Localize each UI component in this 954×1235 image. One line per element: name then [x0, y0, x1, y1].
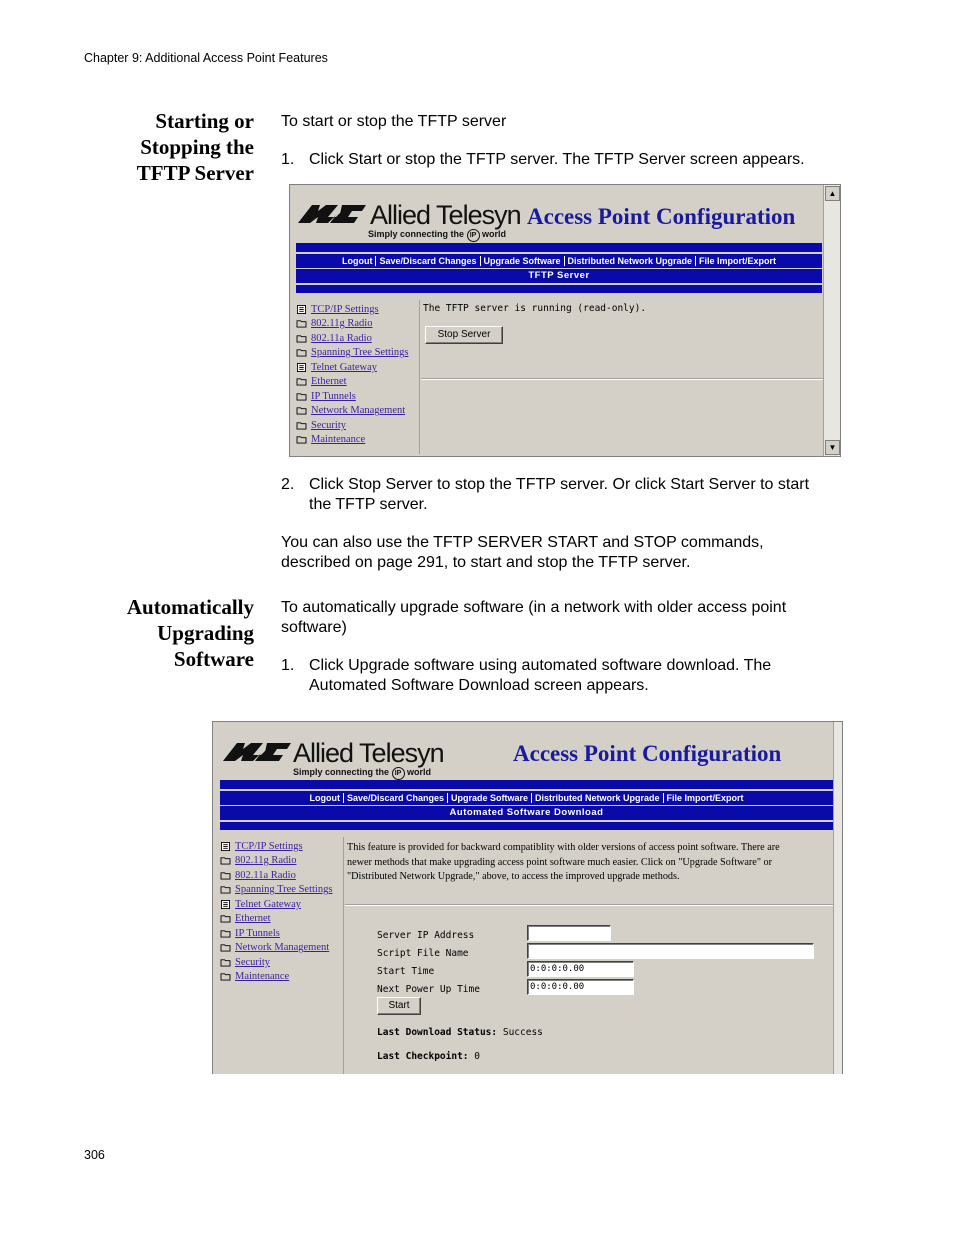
stop-server-button[interactable]: Stop Server: [425, 326, 503, 344]
nav-distributed-upgrade[interactable]: Distributed Network Upgrade: [567, 256, 693, 266]
automated-download-screenshot: [212, 721, 843, 1074]
allied-telesyn-logo: [298, 201, 521, 242]
scrollbar[interactable]: [823, 185, 840, 456]
sidebar-item-maintenance[interactable]: Maintenance: [296, 433, 408, 448]
sidebar-item-80211a[interactable]: 802.11a Radio: [296, 331, 408, 346]
sidebar-item-network-mgmt[interactable]: Network Management: [296, 404, 408, 419]
app-title: Access Point Configuration: [527, 204, 796, 229]
sidebar-menu: [220, 839, 332, 984]
page-icon: [296, 363, 307, 372]
start-button[interactable]: Start: [377, 997, 421, 1015]
power-up-time-label: Next Power Up Time: [377, 984, 480, 995]
sidebar-item-telnet[interactable]: Telnet Gateway: [220, 897, 332, 912]
nav-save-discard[interactable]: Save/Discard Changes: [346, 793, 444, 803]
nav-logout[interactable]: Logout: [309, 793, 340, 803]
last-download-status: Last Download Status: Success: [377, 1027, 543, 1038]
sidebar-item-80211a[interactable]: 802.11a Radio: [220, 868, 332, 883]
folder-icon: [220, 914, 231, 923]
sidebar-item-telnet[interactable]: Telnet Gateway: [296, 360, 408, 375]
ip-circle-icon: IP: [392, 767, 405, 780]
page-icon: [296, 305, 307, 314]
divider: [345, 904, 833, 906]
sidebar-item-ethernet[interactable]: Ethernet: [220, 912, 332, 927]
scroll-up-icon[interactable]: ▲: [825, 186, 840, 201]
tftp-step-2: 2. Click Stop Server to stop the TFTP server. Or click Start Server to start the TFTP server.: [281, 476, 810, 513]
app-title: Access Point Configuration: [513, 741, 782, 766]
nav-logout[interactable]: Logout: [341, 256, 373, 266]
folder-icon: [296, 348, 307, 357]
folder-icon: [220, 871, 231, 880]
nav-upgrade-software[interactable]: Upgrade Software: [483, 256, 561, 266]
screen-title-bar: TFTP Server: [296, 269, 822, 283]
sidebar-item-spanning-tree[interactable]: Spanning Tree Settings: [296, 346, 408, 361]
folder-icon: [220, 943, 231, 952]
folder-icon: [296, 406, 307, 415]
folder-icon: [296, 377, 307, 386]
page-icon: [220, 900, 231, 909]
tftp-status-text: The TFTP server is running (read-only).: [423, 303, 647, 314]
screen-title-bar: Automated Software Download: [220, 806, 833, 820]
folder-icon: [296, 435, 307, 444]
sidebar-item-network-mgmt[interactable]: Network Management: [220, 941, 332, 956]
folder-icon: [296, 392, 307, 401]
start-time-label: Start Time: [377, 966, 435, 977]
running-header: Chapter 9: Additional Access Point Features: [84, 51, 328, 65]
nav-upgrade-software[interactable]: Upgrade Software: [451, 793, 529, 803]
auto-upgrade-step-1: 1. Click Upgrade software using automated software download. The Automated Software Download screen appears.: [281, 657, 772, 694]
tftp-content-panel: [419, 300, 824, 454]
divider: [421, 378, 823, 380]
scrollbar[interactable]: [833, 722, 842, 1074]
nav-bar: [220, 791, 833, 805]
at-logo-mark-icon: [298, 201, 366, 223]
folder-icon: [220, 958, 231, 967]
tagline: Simply connecting the IP world: [293, 767, 444, 780]
tagline: Simply connecting the IP world: [368, 229, 521, 242]
blue-band-top: [220, 780, 833, 789]
nav-file-import-export[interactable]: File Import/Export: [699, 256, 777, 266]
sidebar-menu: [296, 302, 408, 447]
page-number: 306: [84, 1148, 105, 1162]
sidebar-item-tcpip[interactable]: TCP/IP Settings: [220, 839, 332, 854]
sidebar-item-maintenance[interactable]: Maintenance: [220, 970, 332, 985]
ip-circle-icon: IP: [467, 229, 480, 242]
nav-distributed-upgrade[interactable]: Distributed Network Upgrade: [535, 793, 660, 803]
script-file-label: Script File Name: [377, 948, 469, 959]
folder-icon: [220, 885, 231, 894]
tftp-server-screenshot: [289, 184, 841, 457]
at-logo-mark-icon: [223, 739, 291, 761]
blue-band-bottom: [296, 285, 822, 293]
brand-name: Allied Telesyn: [370, 200, 521, 230]
allied-telesyn-logo: [223, 739, 444, 780]
nav-file-import-export[interactable]: File Import/Export: [666, 793, 744, 803]
power-up-time-input[interactable]: 0:0:0:0.00: [527, 979, 634, 995]
section-heading-tftp: Starting or Stopping the TFTP Server: [136, 109, 254, 185]
script-file-input[interactable]: [527, 943, 814, 959]
tftp-intro: To start or stop the TFTP server: [281, 113, 507, 130]
blue-band-bottom: [220, 822, 833, 830]
sidebar-item-ip-tunnels[interactable]: IP Tunnels: [296, 389, 408, 404]
section-heading-auto-upgrade: Automatically Upgrading Software: [126, 595, 254, 671]
auto-upgrade-intro: To automatically upgrade software (in a network with older access point software): [281, 599, 787, 636]
blue-band-top: [296, 243, 822, 252]
sidebar-item-ip-tunnels[interactable]: IP Tunnels: [220, 926, 332, 941]
start-time-input[interactable]: 0:0:0:0.00: [527, 961, 634, 977]
sidebar-item-security[interactable]: Security: [220, 955, 332, 970]
folder-icon: [220, 929, 231, 938]
server-ip-input[interactable]: [527, 925, 611, 941]
folder-icon: [296, 319, 307, 328]
sidebar-item-spanning-tree[interactable]: Spanning Tree Settings: [220, 883, 332, 898]
folder-icon: [220, 972, 231, 981]
sidebar-item-security[interactable]: Security: [296, 418, 408, 433]
nav-save-discard[interactable]: Save/Discard Changes: [379, 256, 477, 266]
sidebar-item-tcpip[interactable]: TCP/IP Settings: [296, 302, 408, 317]
scroll-down-icon[interactable]: ▼: [825, 440, 840, 455]
sidebar-item-ethernet[interactable]: Ethernet: [296, 375, 408, 390]
folder-icon: [296, 421, 307, 430]
brand-name: Allied Telesyn: [293, 738, 444, 768]
server-ip-label: Server IP Address: [377, 930, 475, 941]
page-icon: [220, 842, 231, 851]
asd-content-panel: [343, 837, 834, 1074]
tftp-note: You can also use the TFTP SERVER START and STOP commands, described on page 291, to start and stop the TFTP server.: [281, 534, 764, 571]
sidebar-item-80211g[interactable]: 802.11g Radio: [220, 854, 332, 869]
last-checkpoint: Last Checkpoint: 0: [377, 1051, 480, 1062]
asd-description: This feature is provided for backward compatiblity with older versions of access point software. There are newer methods that make upgrading access point software much easier. Click on "Upgrade Software" or "Distributed Network Upgrade," above, to access the improved upgrade methods.: [347, 842, 780, 882]
folder-icon: [220, 856, 231, 865]
sidebar-item-80211g[interactable]: 802.11g Radio: [296, 317, 408, 332]
nav-bar: [296, 254, 822, 268]
folder-icon: [296, 334, 307, 343]
